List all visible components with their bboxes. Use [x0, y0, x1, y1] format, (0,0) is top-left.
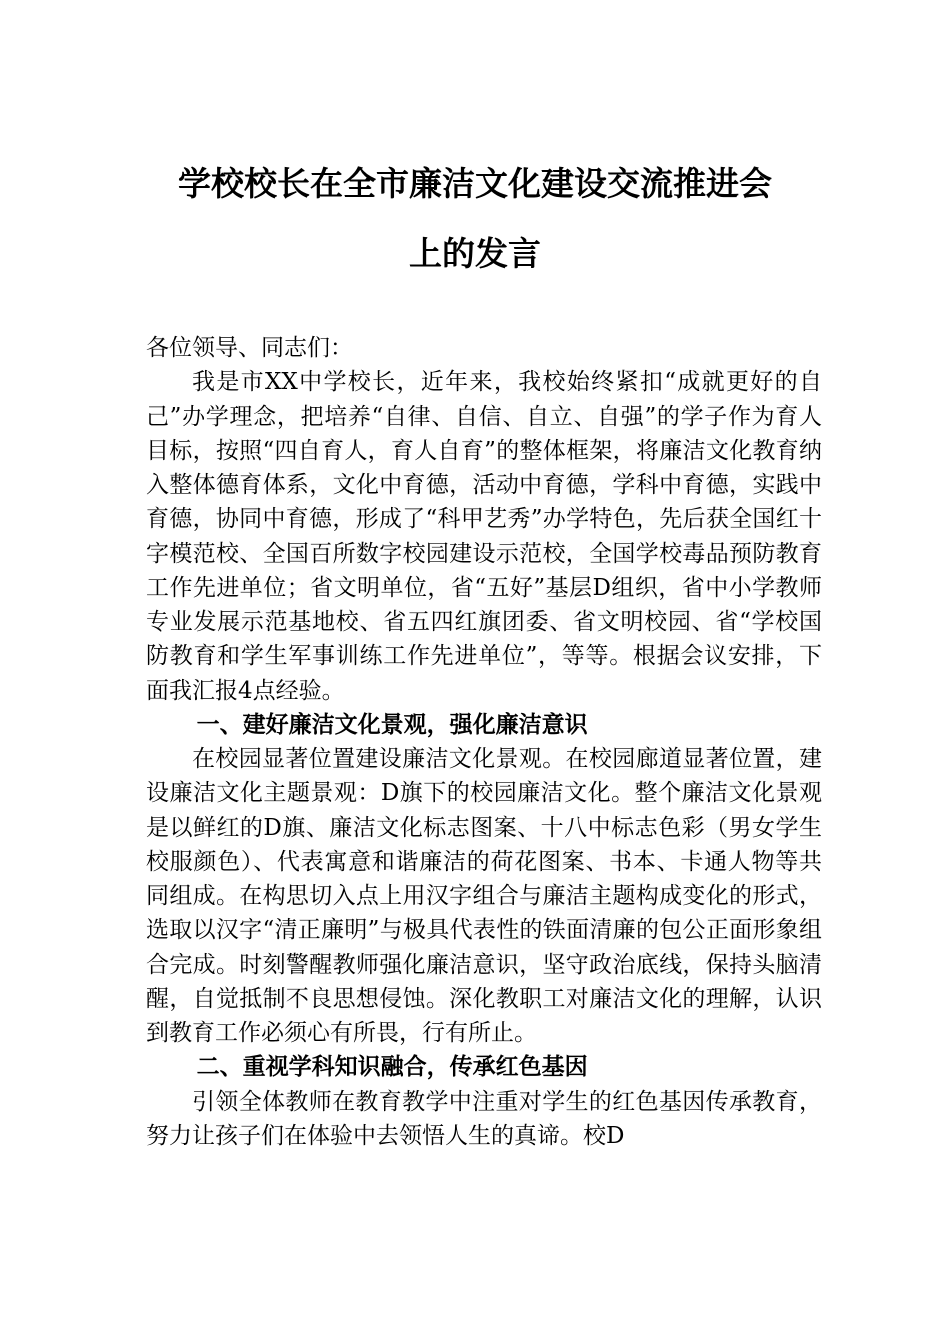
section-1-heading: 一、建好廉洁文化景观，强化廉洁意识 — [196, 710, 588, 738]
salutation: 各位领导、同志们： — [146, 335, 353, 361]
section-2-heading: 二、重视学科知识融合，传承红色基因 — [196, 1053, 588, 1081]
section-1-paragraph: 在校园显著位置建设廉洁文化景观。在校园廊道显著位置，建设廉洁文化主题景观：D旗下的校园廉洁文化。整个廉洁文化景观是以鲜红的D旗、廉洁文化标志图案、十八中标志色彩（男女学生校服颜色）、代表寓意和谐廉洁的荷花图案、书本、卡通人物等共同组成。在构思切入点上用汉字组合与廉洁主题构成变化的形式，选取以汉字“清正廉明”与极具代表性的铁面清廉的包公正面形象组合完成。时刻警醒教师强化廉洁意识，坚守政治底线，保持头脑清醒，自觉抵制不良思想侵蚀。深化教职工对廉洁文化的理解，认识到教育工作必须心有所畏，行有所止。 — [146, 746, 822, 1046]
section-2-paragraph: 引领全体教师在教育教学中注重对学生的红色基因传承教育，努力让孩子们在体验中去领悟人生的真谛。校D — [146, 1088, 822, 1149]
document-body — [146, 331, 822, 1153]
document-title-line-2: 上的发言 — [409, 234, 541, 273]
intro-paragraph: 我是市XX中学校长，近年来，我校始终紧扣“成就更好的自己”办学理念，把培养“自律、自信、自立、自强”的学子作为育人目标，按照“四自育人，育人自育”的整体框架，将廉洁文化教育纳入整体德育体系，文化中育德，活动中育德，学科中育德，实践中育德，协同中育德，形成了“科甲艺秀”办学特色，先后获全国红十字模范校、全国百所数字校园建设示范校，全国学校毒品预防教育工作先进单位；省文明单位，省“五好”基层D组织，省中小学教师专业发展示范基地校、省五四红旗团委、省文明校园、省“学校国防教育和学生军事训练工作先进单位”，等等。根据会议安排，下面我汇报4点经验。 — [146, 369, 822, 704]
document-title-line-1: 学校校长在全市廉洁文化建设交流推进会 — [178, 164, 772, 203]
